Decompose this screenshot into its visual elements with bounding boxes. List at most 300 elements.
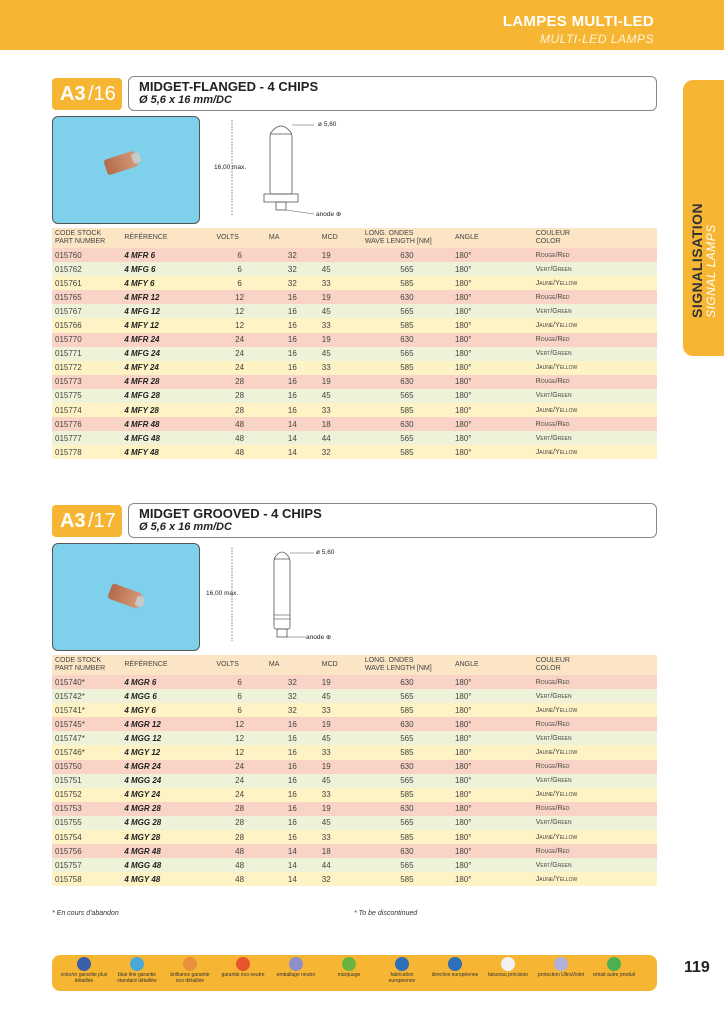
part-number-cell: 015757 xyxy=(52,858,121,872)
feature-badge-icon xyxy=(448,957,462,971)
wavelength-cell: 585 xyxy=(362,276,452,290)
volts-cell: 6 xyxy=(213,675,266,689)
ma-cell: 16 xyxy=(266,318,319,332)
ma-cell: 14 xyxy=(266,844,319,858)
angle-cell: 180° xyxy=(452,304,533,318)
feature-label: fabrication européenne xyxy=(388,972,416,984)
reference-cell: 4 MFR 12 xyxy=(121,290,213,304)
section-title: MIDGET-FLANGED - 4 CHIPS xyxy=(139,79,319,94)
part-number-cell: 015773 xyxy=(52,375,121,389)
reference-cell: 4 MFG 48 xyxy=(121,431,213,445)
color-cell: Jaune/Yellow xyxy=(533,872,657,886)
wavelength-cell: 565 xyxy=(362,431,452,445)
product-photo xyxy=(52,116,200,224)
section-title-box xyxy=(128,503,657,538)
color-cell: Rouge/Red xyxy=(533,675,657,689)
section-title-bar xyxy=(52,76,657,112)
reference-cell: 4 MFG 24 xyxy=(121,347,213,361)
reference-cell: 4 MGR 24 xyxy=(121,760,213,774)
part-number-cell: 015755 xyxy=(52,816,121,830)
feature-icon xyxy=(166,957,214,984)
volts-cell: 48 xyxy=(213,872,266,886)
feature-icon xyxy=(272,957,320,978)
color-cell: Vert/Green xyxy=(533,347,657,361)
wavelength-cell: 630 xyxy=(362,290,452,304)
volts-cell: 24 xyxy=(213,347,266,361)
anode-label: anode ⊕ xyxy=(316,211,342,218)
part-number-cell: 015776 xyxy=(52,417,121,431)
dimension-diagram xyxy=(202,543,372,653)
reference-cell: 4 MFG 6 xyxy=(121,262,213,276)
color-cell: Vert/Green xyxy=(533,389,657,403)
reference-cell: 4 MGR 28 xyxy=(121,802,213,816)
mcd-cell: 33 xyxy=(319,276,362,290)
color-cell: Jaune/Yellow xyxy=(533,830,657,844)
volts-cell: 12 xyxy=(213,731,266,745)
angle-cell: 180° xyxy=(452,717,533,731)
wavelength-cell: 585 xyxy=(362,872,452,886)
side-label: SIGNALISATION xyxy=(689,202,705,318)
wavelength-cell: 585 xyxy=(362,745,452,759)
part-number-cell: 015777 xyxy=(52,431,121,445)
feature-badge-icon xyxy=(130,957,144,971)
angle-cell: 180° xyxy=(452,703,533,717)
mcd-cell: 33 xyxy=(319,745,362,759)
volts-cell: 6 xyxy=(213,262,266,276)
part-number-cell: 015761 xyxy=(52,276,121,290)
mcd-cell: 45 xyxy=(319,304,362,318)
column-header: ANGLE xyxy=(452,228,533,248)
color-cell: Jaune/Yellow xyxy=(533,788,657,802)
ma-cell: 32 xyxy=(266,262,319,276)
part-number-cell: 015760 xyxy=(52,248,121,262)
reference-cell: 4 MGY 28 xyxy=(121,830,213,844)
color-cell: Jaune/Yellow xyxy=(533,703,657,717)
table-row xyxy=(52,675,657,689)
reference-cell: 4 MFG 12 xyxy=(121,304,213,318)
ma-cell: 14 xyxy=(266,431,319,445)
reference-cell: 4 MFG 28 xyxy=(121,389,213,403)
feature-icon xyxy=(590,957,638,978)
ma-cell: 32 xyxy=(266,689,319,703)
color-cell: Rouge/Red xyxy=(533,290,657,304)
table-row xyxy=(52,431,657,445)
feature-badge-icon xyxy=(395,957,409,971)
feature-label: protection UltraViolet xyxy=(537,972,585,978)
mcd-cell: 45 xyxy=(319,689,362,703)
angle-cell: 180° xyxy=(452,745,533,759)
footnote-en: * To be discontinued xyxy=(354,910,418,917)
section-subtitle: Ø 5,6 x 16 mm/DC xyxy=(139,521,232,533)
wavelength-cell: 585 xyxy=(362,361,452,375)
wavelength-cell: 630 xyxy=(362,248,452,262)
part-number-cell: 015762 xyxy=(52,262,121,276)
volts-cell: 28 xyxy=(213,375,266,389)
feature-icon xyxy=(60,957,108,984)
angle-cell: 180° xyxy=(452,333,533,347)
angle-cell: 180° xyxy=(452,431,533,445)
wavelength-cell: 630 xyxy=(362,802,452,816)
volts-cell: 48 xyxy=(213,445,266,459)
section-code-badge xyxy=(52,78,122,110)
part-number-cell: 015758 xyxy=(52,872,121,886)
angle-cell: 180° xyxy=(452,248,533,262)
table-row xyxy=(52,717,657,731)
color-cell: Vert/Green xyxy=(533,689,657,703)
table-row xyxy=(52,445,657,459)
reference-cell: 4 MGR 12 xyxy=(121,717,213,731)
ma-cell: 16 xyxy=(266,788,319,802)
feature-badge-icon xyxy=(77,957,91,971)
table-row xyxy=(52,248,657,262)
color-cell: Rouge/Red xyxy=(533,802,657,816)
color-cell: Rouge/Red xyxy=(533,417,657,431)
side-tab xyxy=(683,80,724,356)
column-header: CODE STOCK PART NUMBER xyxy=(52,655,121,675)
side-label-en: SIGNAL LAMPS xyxy=(704,224,718,318)
part-number-cell: 015747* xyxy=(52,731,121,745)
angle-cell: 180° xyxy=(452,774,533,788)
mcd-cell: 19 xyxy=(319,760,362,774)
wavelength-cell: 565 xyxy=(362,858,452,872)
part-number-cell: 015765 xyxy=(52,290,121,304)
column-header: LONG. ONDES WAVE LENGTH [NM] xyxy=(362,655,452,675)
led-lamp-image xyxy=(107,583,143,609)
wavelength-cell: 565 xyxy=(362,731,452,745)
feature-label: emballage neutre xyxy=(276,972,316,978)
angle-cell: 180° xyxy=(452,276,533,290)
feature-icon xyxy=(537,957,585,978)
page-number: 119 xyxy=(684,959,710,976)
column-header: RÉFÉRENCE xyxy=(121,228,213,248)
table-body xyxy=(52,675,657,886)
angle-cell: 180° xyxy=(452,389,533,403)
column-header: COULEUR COLOR xyxy=(533,655,657,675)
feature-badge-icon xyxy=(342,957,356,971)
ma-cell: 14 xyxy=(266,417,319,431)
mcd-cell: 33 xyxy=(319,830,362,844)
ma-cell: 16 xyxy=(266,361,319,375)
table-row xyxy=(52,788,657,802)
ma-cell: 16 xyxy=(266,403,319,417)
feature-label: garantie éco neutre xyxy=(221,972,265,978)
section-code-number: /16 xyxy=(88,83,116,105)
volts-cell: 24 xyxy=(213,788,266,802)
angle-cell: 180° xyxy=(452,318,533,332)
column-header: LONG. ONDES WAVE LENGTH [NM] xyxy=(362,228,452,248)
part-number-cell: 015741* xyxy=(52,703,121,717)
feature-badge-icon xyxy=(554,957,568,971)
table-row xyxy=(52,318,657,332)
lamp-outline-drawing xyxy=(202,543,372,653)
mcd-cell: 45 xyxy=(319,774,362,788)
volts-cell: 6 xyxy=(213,276,266,290)
mcd-cell: 33 xyxy=(319,361,362,375)
volts-cell: 28 xyxy=(213,816,266,830)
feature-badge-icon xyxy=(236,957,250,971)
color-cell: Jaune/Yellow xyxy=(533,361,657,375)
angle-cell: 180° xyxy=(452,788,533,802)
mcd-cell: 19 xyxy=(319,248,362,262)
wavelength-cell: 630 xyxy=(362,760,452,774)
part-number-cell: 015752 xyxy=(52,788,121,802)
volts-cell: 6 xyxy=(213,248,266,262)
ma-cell: 16 xyxy=(266,816,319,830)
wavelength-cell: 565 xyxy=(362,304,452,318)
reference-cell: 4 MGY 6 xyxy=(121,703,213,717)
ma-cell: 32 xyxy=(266,675,319,689)
part-number-cell: 015767 xyxy=(52,304,121,318)
reference-cell: 4 MGR 6 xyxy=(121,675,213,689)
volts-cell: 12 xyxy=(213,745,266,759)
volts-cell: 24 xyxy=(213,774,266,788)
section-a3-17 xyxy=(52,503,657,923)
header-title: LAMPES MULTI-LED xyxy=(502,13,654,30)
wavelength-cell: 565 xyxy=(362,689,452,703)
angle-cell: 180° xyxy=(452,403,533,417)
color-cell: Jaune/Yellow xyxy=(533,745,657,759)
ma-cell: 16 xyxy=(266,731,319,745)
part-number-cell: 015774 xyxy=(52,403,121,417)
feature-badge-icon xyxy=(289,957,303,971)
mcd-cell: 45 xyxy=(319,816,362,830)
part-number-cell: 015750 xyxy=(52,760,121,774)
angle-cell: 180° xyxy=(452,675,533,689)
table-row xyxy=(52,276,657,290)
angle-cell: 180° xyxy=(452,375,533,389)
dimension-diagram xyxy=(202,116,372,226)
mcd-cell: 44 xyxy=(319,431,362,445)
table-row xyxy=(52,347,657,361)
wavelength-cell: 585 xyxy=(362,318,452,332)
volts-cell: 48 xyxy=(213,858,266,872)
table-row xyxy=(52,333,657,347)
diameter-label: ø 5,60 xyxy=(316,549,335,556)
table-row xyxy=(52,844,657,858)
footer-icon-bar xyxy=(52,955,657,991)
color-cell: Jaune/Yellow xyxy=(533,445,657,459)
reference-cell: 4 MGR 48 xyxy=(121,844,213,858)
reference-cell: 4 MGY 48 xyxy=(121,872,213,886)
ma-cell: 16 xyxy=(266,717,319,731)
mcd-cell: 19 xyxy=(319,802,362,816)
table-row xyxy=(52,290,657,304)
column-header: MA xyxy=(266,228,319,248)
column-header: MCD xyxy=(319,228,362,248)
angle-cell: 180° xyxy=(452,830,533,844)
footnote-fr: * En cours d'abandon xyxy=(52,910,119,917)
mcd-cell: 33 xyxy=(319,318,362,332)
color-cell: Jaune/Yellow xyxy=(533,276,657,290)
ma-cell: 14 xyxy=(266,872,319,886)
feature-icon xyxy=(484,957,532,978)
wavelength-cell: 585 xyxy=(362,830,452,844)
ma-cell: 16 xyxy=(266,760,319,774)
reference-cell: 4 MGG 12 xyxy=(121,731,213,745)
table-header-row xyxy=(52,228,657,248)
wavelength-cell: 585 xyxy=(362,788,452,802)
diameter-label: ø 5,60 xyxy=(318,121,337,128)
table-row xyxy=(52,262,657,276)
section-a3-16 xyxy=(52,76,657,486)
volts-cell: 48 xyxy=(213,431,266,445)
table-row xyxy=(52,858,657,872)
table-row xyxy=(52,816,657,830)
product-photo xyxy=(52,543,200,651)
column-header: COULEUR COLOR xyxy=(533,228,657,248)
product-table xyxy=(52,655,657,886)
ma-cell: 16 xyxy=(266,830,319,844)
volts-cell: 12 xyxy=(213,290,266,304)
feature-badge-icon xyxy=(607,957,621,971)
table-row xyxy=(52,760,657,774)
mcd-cell: 19 xyxy=(319,717,362,731)
part-number-cell: 015751 xyxy=(52,774,121,788)
reference-cell: 4 MFY 28 xyxy=(121,403,213,417)
section-title: MIDGET GROOVED - 4 CHIPS xyxy=(139,506,322,521)
section-code-number: /17 xyxy=(88,510,116,532)
part-number-cell: 015775 xyxy=(52,389,121,403)
angle-cell: 180° xyxy=(452,417,533,431)
section-title-box xyxy=(128,76,657,111)
feature-label: color/or garantie plus détaillée xyxy=(60,972,108,984)
table-row xyxy=(52,872,657,886)
feature-label: directive européenne xyxy=(431,972,479,978)
mcd-cell: 45 xyxy=(319,389,362,403)
column-header: VOLTS xyxy=(213,655,266,675)
color-cell: Vert/Green xyxy=(533,304,657,318)
wavelength-cell: 565 xyxy=(362,347,452,361)
mcd-cell: 45 xyxy=(319,262,362,276)
table-row xyxy=(52,731,657,745)
volts-cell: 28 xyxy=(213,403,266,417)
volts-cell: 24 xyxy=(213,333,266,347)
volts-cell: 48 xyxy=(213,417,266,431)
table-row xyxy=(52,703,657,717)
part-number-cell: 015746* xyxy=(52,745,121,759)
reference-cell: 4 MFY 48 xyxy=(121,445,213,459)
table-header-row xyxy=(52,655,657,675)
table-row xyxy=(52,830,657,844)
color-cell: Rouge/Red xyxy=(533,333,657,347)
table-row xyxy=(52,361,657,375)
part-number-cell: 015771 xyxy=(52,347,121,361)
ma-cell: 16 xyxy=(266,304,319,318)
ma-cell: 16 xyxy=(266,774,319,788)
color-cell: Vert/Green xyxy=(533,816,657,830)
ma-cell: 32 xyxy=(266,703,319,717)
wavelength-cell: 585 xyxy=(362,703,452,717)
lamp-outline-drawing xyxy=(202,116,372,226)
angle-cell: 180° xyxy=(452,872,533,886)
feature-icon xyxy=(325,957,373,978)
reference-cell: 4 MGY 12 xyxy=(121,745,213,759)
part-number-cell: 015740* xyxy=(52,675,121,689)
volts-cell: 12 xyxy=(213,304,266,318)
mcd-cell: 33 xyxy=(319,403,362,417)
angle-cell: 180° xyxy=(452,816,533,830)
table-row xyxy=(52,774,657,788)
part-number-cell: 015772 xyxy=(52,361,121,375)
reference-cell: 4 MGG 24 xyxy=(121,774,213,788)
table-row xyxy=(52,689,657,703)
mcd-cell: 18 xyxy=(319,417,362,431)
mcd-cell: 33 xyxy=(319,788,362,802)
volts-cell: 28 xyxy=(213,802,266,816)
color-cell: Rouge/Red xyxy=(533,717,657,731)
mcd-cell: 32 xyxy=(319,445,362,459)
reference-cell: 4 MFY 6 xyxy=(121,276,213,290)
color-cell: Vert/Green xyxy=(533,431,657,445)
angle-cell: 180° xyxy=(452,731,533,745)
part-number-cell: 015756 xyxy=(52,844,121,858)
feature-label: retrait autre produit xyxy=(592,972,636,978)
mcd-cell: 19 xyxy=(319,675,362,689)
ma-cell: 16 xyxy=(266,290,319,304)
wavelength-cell: 630 xyxy=(362,417,452,431)
reference-cell: 4 MFY 24 xyxy=(121,361,213,375)
reference-cell: 4 MGG 48 xyxy=(121,858,213,872)
mcd-cell: 19 xyxy=(319,333,362,347)
volts-cell: 6 xyxy=(213,703,266,717)
wavelength-cell: 565 xyxy=(362,262,452,276)
part-number-cell: 015770 xyxy=(52,333,121,347)
angle-cell: 180° xyxy=(452,844,533,858)
color-cell: Vert/Green xyxy=(533,731,657,745)
feature-label: marquage xyxy=(337,972,361,978)
column-header: VOLTS xyxy=(213,228,266,248)
part-number-cell: 015778 xyxy=(52,445,121,459)
reference-cell: 4 MFR 28 xyxy=(121,375,213,389)
feature-icon xyxy=(113,957,161,984)
table-row xyxy=(52,403,657,417)
mcd-cell: 19 xyxy=(319,290,362,304)
product-table xyxy=(52,228,657,459)
ma-cell: 16 xyxy=(266,802,319,816)
feature-label: faisceau précision xyxy=(487,972,529,978)
volts-cell: 24 xyxy=(213,760,266,774)
wavelength-cell: 585 xyxy=(362,445,452,459)
ma-cell: 14 xyxy=(266,858,319,872)
color-cell: Jaune/Yellow xyxy=(533,318,657,332)
ma-cell: 14 xyxy=(266,445,319,459)
mcd-cell: 33 xyxy=(319,703,362,717)
mcd-cell: 18 xyxy=(319,844,362,858)
reference-cell: 4 MFR 48 xyxy=(121,417,213,431)
color-cell: Rouge/Red xyxy=(533,760,657,774)
column-header: MA xyxy=(266,655,319,675)
table-body xyxy=(52,248,657,459)
wavelength-cell: 630 xyxy=(362,375,452,389)
wavelength-cell: 630 xyxy=(362,844,452,858)
anode-label: anode ⊕ xyxy=(306,634,332,641)
ma-cell: 32 xyxy=(266,276,319,290)
color-cell: Jaune/Yellow xyxy=(533,403,657,417)
part-number-cell: 015766 xyxy=(52,318,121,332)
mcd-cell: 32 xyxy=(319,872,362,886)
column-header: ANGLE xyxy=(452,655,533,675)
volts-cell: 12 xyxy=(213,318,266,332)
wavelength-cell: 585 xyxy=(362,403,452,417)
page-header xyxy=(0,0,724,50)
reference-cell: 4 MFY 12 xyxy=(121,318,213,332)
header-subtitle: MULTI-LED LAMPS xyxy=(540,32,654,46)
mcd-cell: 45 xyxy=(319,347,362,361)
table-row xyxy=(52,802,657,816)
color-cell: Rouge/Red xyxy=(533,248,657,262)
feature-icon xyxy=(219,957,267,978)
feature-icon xyxy=(431,957,479,978)
